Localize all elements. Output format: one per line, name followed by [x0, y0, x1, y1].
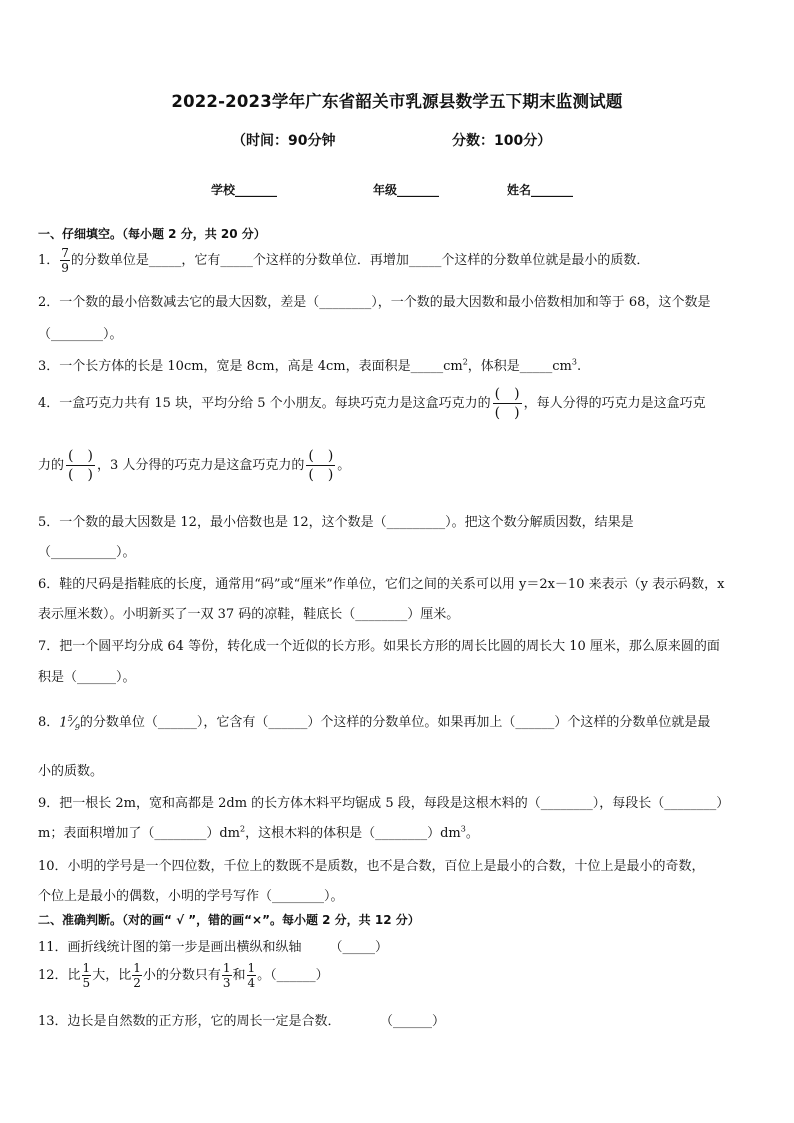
question-10-line-1: 10．小明的学号是一个四位数，千位上的数既不是质数，也不是合数，百位上是最小的合数，十位上是最小的奇数，	[38, 859, 705, 874]
school-field: 学校_______	[211, 183, 278, 197]
fraction: $\frac{1}{3}$	[222, 961, 231, 990]
exam-score: 分数：100分）	[452, 133, 552, 149]
section-heading-fill-in: 一、仔细填空。（每小题 2 分，共 20 分）	[38, 227, 266, 241]
blank-fraction: $\frac{( )}{( )}$	[494, 386, 520, 421]
question-6-line-1: 6．鞋的尺码是指鞋底的长度，通常用“码”或“厘米”作单位，它们之间的关系可以用 y＝2x－10 来表示（y 表示码数，x	[38, 577, 725, 592]
question-13: 13．边长是自然数的正方形，它的周长一定是合数． （______）	[38, 1014, 446, 1029]
question-7-line-1: 7．把一个圆平均分成 64 等份，转化成一个近似的长方形。如果长方形的周长比圆的周长大 10 厘米，那么原来圆的面	[38, 639, 720, 654]
fraction: $\frac{7}{9}$	[61, 246, 69, 275]
question-11: 11．画折线统计图的第一步是画出横纵和纵轴 （_____）	[38, 940, 389, 955]
answer-blank: （_____）	[329, 940, 389, 955]
question-4-line-1: 4．一盒巧克力共有 15 块，平均分给 5 个小朋友。每块巧克力是这盒巧克力的 $\frac{( )}{( )}$ ，每人分得的巧克力是这盒巧克	[38, 386, 706, 421]
grade-field: 年级_______	[373, 183, 440, 197]
question-5-line-1: 5．一个数的最大因数是 12，最小倍数也是 12，这个数是（_________）。把这个数分解质因数，结果是	[38, 515, 634, 530]
blank-fraction: $\frac{( )}{( )}$	[68, 448, 93, 483]
question-7-line-2: 积是（______）。	[38, 670, 136, 685]
answer-blank: （______）	[386, 1014, 446, 1029]
blank-fraction: $\frac{( )}{( )}$	[308, 448, 334, 483]
mixed-number: $1^5⁄_9$	[59, 713, 80, 732]
question-6-line-2: 表示厘米数）。小明新买了一双 37 码的凉鞋，鞋底长（________）厘米。	[38, 607, 460, 622]
fraction: $\frac{1}{5}$	[82, 961, 91, 990]
question-9-line-1: 9．把一根长 2m，宽和高都是 2dm 的长方体木料平均锯成 5 段，每段是这根木料的（________），每段长（________）	[38, 796, 730, 811]
question-8-line-2: 小的质数。	[38, 764, 104, 779]
question-10-line-2: 个位上是最小的偶数，小明的学号写作（________）。	[38, 889, 344, 904]
fraction: $\frac{1}{2}$	[133, 961, 141, 990]
exam-time: （时间：90分钟	[232, 133, 336, 149]
question-text: 的分数单位是_____，它有_____个这样的分数单位．再增加_____个这样的分数单位就是最小的质数．	[70, 253, 650, 268]
page-title: 2022-2023学年广东省韶关市乳源县数学五下期末监测试题	[171, 92, 623, 111]
question-2-line-2: （________）。	[38, 327, 123, 342]
question-8-line-1: 8．$1^5⁄_9$的分数单位（______），它含有（______）个这样的分数单位。如果再加上（______）个这样的分数单位就是最	[38, 713, 711, 732]
question-5-line-2: （__________）。	[38, 545, 136, 560]
name-field: 姓名_______	[507, 183, 574, 197]
question-9-line-2: m；表面积增加了$(\_\_\_\_\_\_\_\_)dm^2$，这根木料的体积是$(\_\_\_\_\_\_\_\_)dm^3$。	[38, 824, 479, 841]
question-2-line-1: 2．一个数的最小倍数减去它的最大因数，差是（________），一个数的最大因数和最小倍数相加和等于 68，这个数是	[38, 295, 711, 310]
question-3: 3．一个长方体的长是 10cm，宽是 8cm，高是 4cm，表面积是$\_\_\_\_\_cm^2$，体积是$\_\_\_\_\_cm^3$.	[38, 357, 582, 374]
question-number: 1．	[38, 253, 60, 268]
section-heading-true-false: 二、准确判断。（对的画“ √ ”，错的画“×”。每小题 2 分，共 12 分）	[38, 913, 420, 927]
question-4-line-2: 力的 $\frac{( )}{( )}$ ，3 人分得的巧克力是这盒巧克力的 $\frac{( )}{( )}$ 。	[38, 448, 351, 483]
question-1	[38, 247, 649, 274]
fraction: $\frac{1}{4}$	[247, 961, 256, 990]
question-12: 12．比 $\frac{1}{5}$ 大，比 $\frac{1}{2}$ 小的分数只有 $\frac{1}{3}$ 和 $\frac{1}{4}$ 。（______）	[38, 961, 329, 990]
